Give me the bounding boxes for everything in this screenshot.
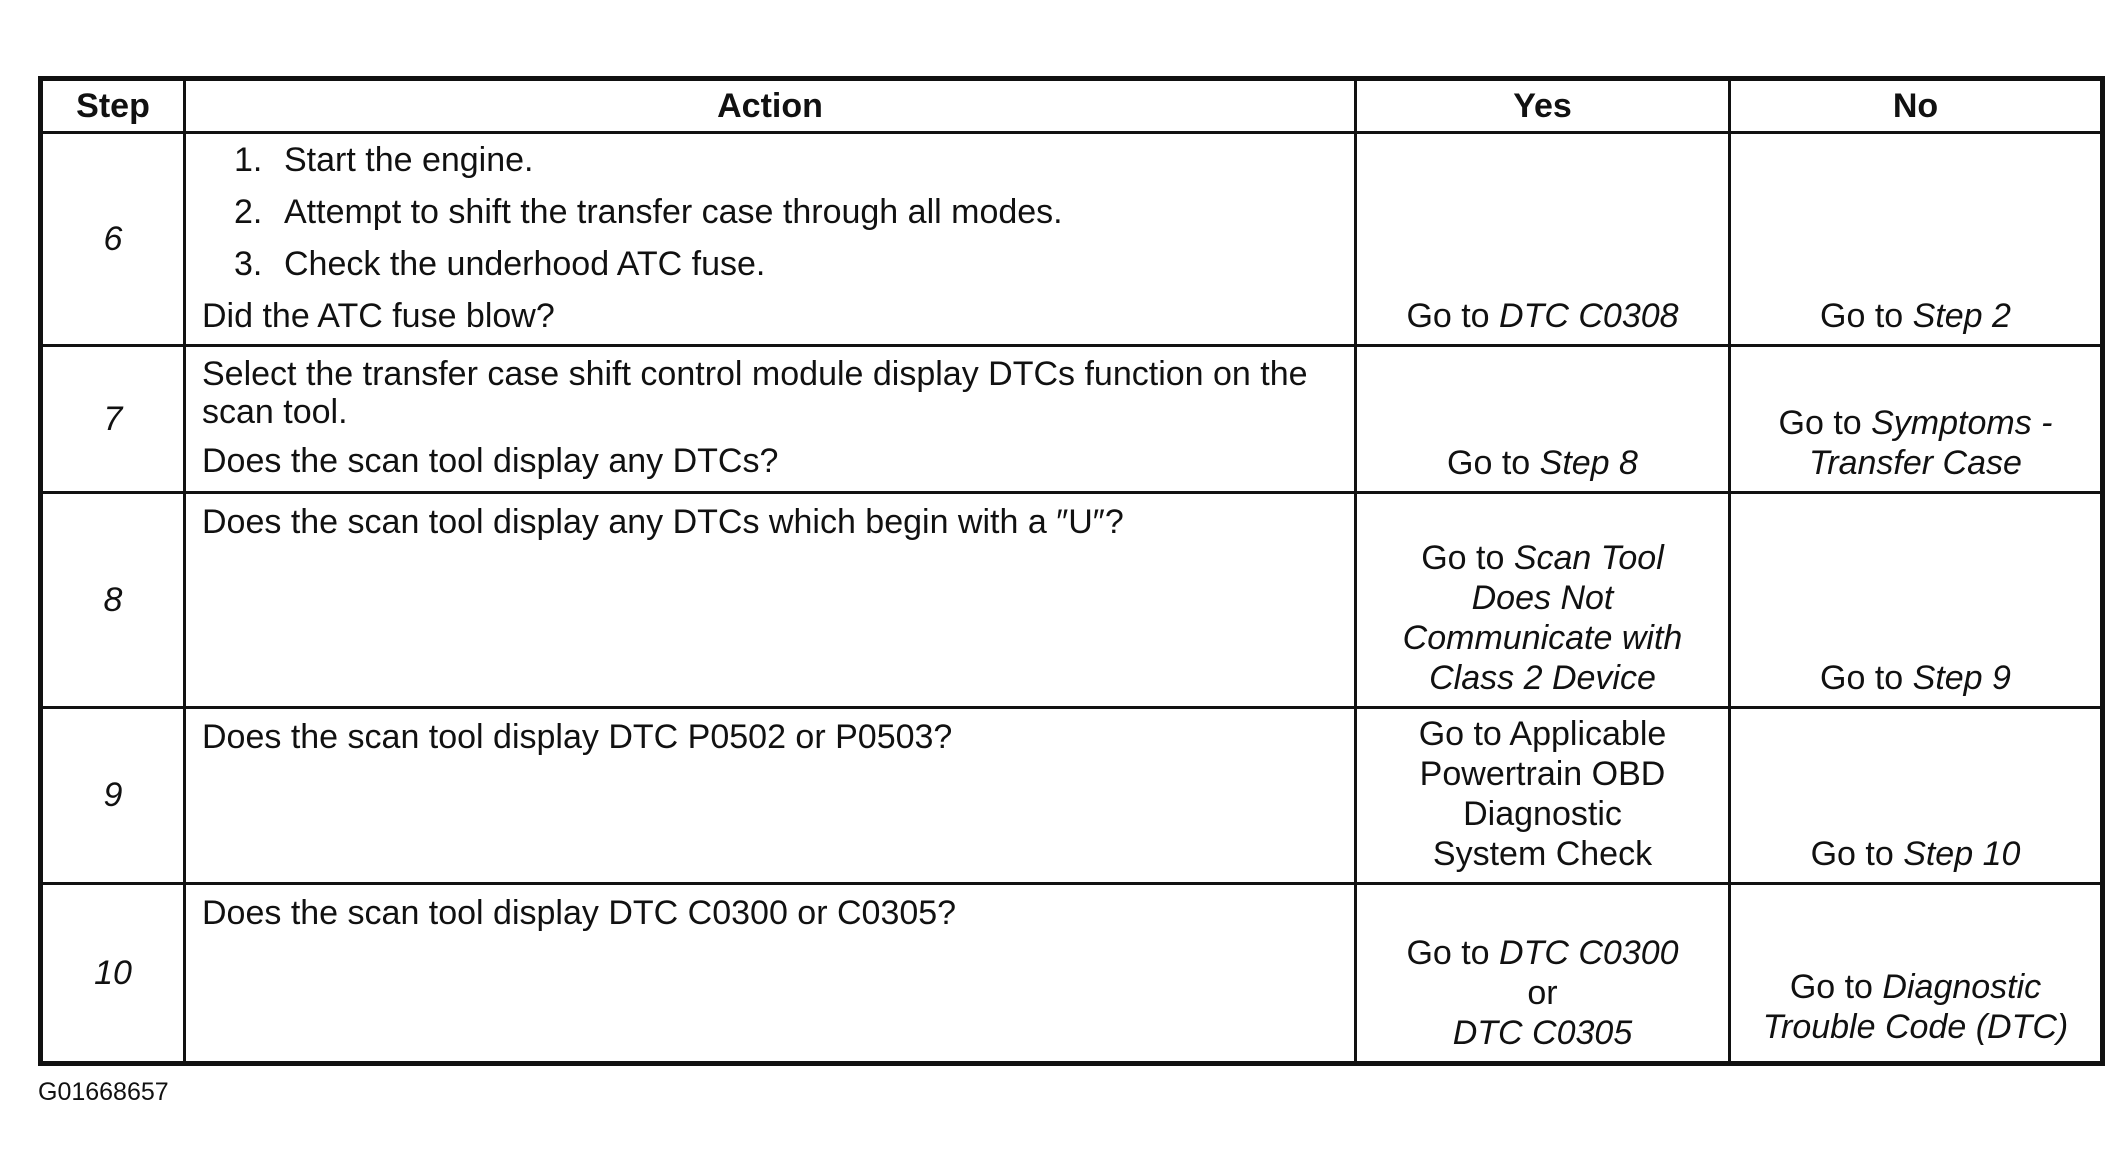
action-cell	[185, 346, 1356, 493]
yes-link-continued[interactable]: Powertrain OBD	[1419, 755, 1666, 793]
action-question: Did the ATC fuse blow?	[202, 297, 555, 335]
action-question: Does the scan tool display any DTCs which begin with a ″U″?	[202, 503, 1124, 541]
no-cell: Go to Step 10	[1730, 708, 2103, 884]
yes-link[interactable]: DTC C0308	[1499, 297, 1679, 335]
yes-link[interactable]: Go to Applicable	[1418, 715, 1667, 753]
yes-link-continued[interactable]: System Check	[1432, 835, 1653, 873]
action-text: Select the transfer case shift control module display DTCs function on the scan tool.	[202, 355, 1308, 431]
yes-link-alternate[interactable]: DTC C0305	[1452, 1014, 1633, 1052]
yes-link[interactable]: DTC C0300	[1499, 934, 1679, 972]
step-number: 6	[41, 133, 185, 346]
action-cell	[185, 493, 1356, 708]
yes-cell: Go to DTC C0300 or DTC C0305	[1356, 884, 1730, 1064]
no-cell: Go to Step 2	[1730, 133, 2103, 346]
action-cell	[185, 133, 1356, 346]
yes-cell: Go to Step 8	[1356, 346, 1730, 493]
no-link-continued[interactable]: Transfer Case	[1809, 444, 2022, 482]
no-link[interactable]: Step 9	[1912, 659, 2011, 697]
header-step: Step	[41, 79, 185, 133]
table-row	[41, 708, 2103, 884]
yes-link-continued[interactable]: Diagnostic	[1463, 795, 1622, 833]
header-action: Action	[185, 79, 1356, 133]
no-link[interactable]: Symptoms -	[1871, 404, 2053, 442]
diagnostic-table	[38, 76, 2105, 1066]
or-text: or	[1527, 974, 1558, 1012]
no-link-continued[interactable]: Trouble Code (DTC)	[1762, 1008, 2069, 1046]
no-cell: Go to Symptoms - Transfer Case	[1730, 346, 2103, 493]
table-row	[41, 884, 2103, 1064]
yes-link-continued[interactable]: Does Not	[1471, 579, 1614, 617]
header-yes: Yes	[1356, 79, 1730, 133]
action-question: Does the scan tool display DTC C0300 or C0305?	[202, 894, 957, 932]
no-cell: Go to Diagnostic Trouble Code (DTC)	[1730, 884, 2103, 1064]
no-link[interactable]: Diagnostic	[1882, 968, 2042, 1006]
table-row	[41, 493, 2103, 708]
yes-link[interactable]: Scan Tool	[1513, 539, 1664, 577]
action-cell	[185, 708, 1356, 884]
header-no: No	[1730, 79, 2103, 133]
table-row	[41, 133, 2103, 346]
no-link[interactable]: Step 10	[1903, 835, 2021, 873]
yes-link-continued[interactable]: Communicate with	[1402, 619, 1683, 657]
no-cell: Go to Step 9	[1730, 493, 2103, 708]
yes-cell: Go to Scan Tool Does Not Communicate with Class 2 Device	[1356, 493, 1730, 708]
step-number: 9	[41, 708, 185, 884]
yes-cell	[1356, 708, 1730, 884]
list-item: 2. Attempt to shift the transfer case through all modes.	[234, 193, 1063, 231]
table-row	[41, 346, 2103, 493]
table-header-row	[41, 79, 2103, 133]
step-number: 10	[41, 884, 185, 1064]
action-question: Does the scan tool display DTC P0502 or P0503?	[202, 718, 953, 756]
yes-link-continued[interactable]: Class 2 Device	[1429, 659, 1656, 697]
figure-id: G01668657	[38, 1078, 169, 1106]
list-item: 1. Start the engine.	[234, 141, 534, 179]
no-link[interactable]: Step 2	[1912, 297, 2011, 335]
action-cell	[185, 884, 1356, 1064]
action-question: Does the scan tool display any DTCs?	[202, 442, 779, 480]
yes-link[interactable]: Step 8	[1539, 444, 1638, 482]
yes-cell: Go to DTC C0308	[1356, 133, 1730, 346]
list-item: 3. Check the underhood ATC fuse.	[234, 245, 766, 283]
step-number: 7	[41, 346, 185, 493]
step-number: 8	[41, 493, 185, 708]
action-steps-list	[202, 140, 1344, 284]
